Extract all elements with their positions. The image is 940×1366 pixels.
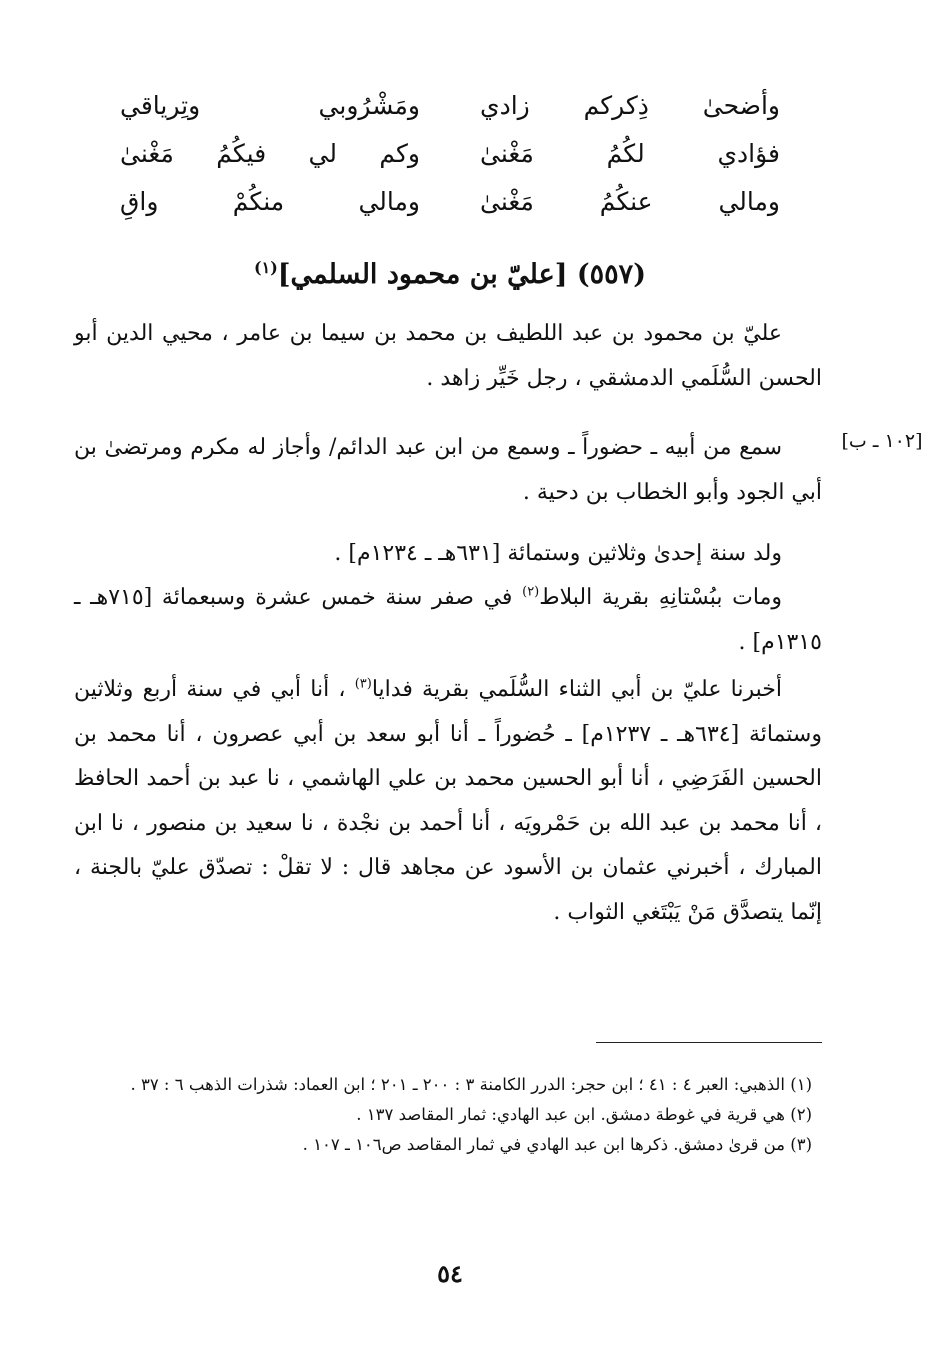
death-text-before: ومات ببُسْتانِهِ بقرية البلاط <box>539 585 783 610</box>
poem-hemistich-right: وأضحىٰ ذِكركم زادي <box>480 91 780 120</box>
isnad-text-after: ، أنا أبي في سنة أربع وثلاثين وستمائة [٦٣٤هـ ـ ١٢٣٧م] ـ حُضوراً ـ أنا أبو سعد بن أبي عصرون ، أنا محمد بن الحسين الفَرَضِي ، أنا أبو الحسين محمد بن علي الهاشمي ، نا عبد بن أحمد الحافظ ، أنا محمد بن عبد الله بن حَمْرويَه ، أنا أحمد بن نجْدة ، نا سعيد بن منصور ، نا ابن المبارك ، أخبرني عثمان بن الأسود عن مجاهد قال : لا تقلْ : تصدّق عليّ بالجنة ، إنّما يتصدَّق مَنْ يَبْتَغي الثواب . <box>74 677 822 925</box>
poem <box>120 82 780 226</box>
footnote-ref: (٢) <box>522 584 540 600</box>
manuscript-folio-ref: [١٠٢ ـ ب] <box>841 430 923 452</box>
poem-verse <box>120 178 780 226</box>
poem-hemistich-left: وكم لي فيكُمُ مَغْنىٰ <box>120 139 420 168</box>
isnad-text-before: أخبرنا عليّ بن أبي الثناء السُّلَمي بقرية فدايا <box>371 677 782 702</box>
hearing-paragraph: سمع من أبيه ـ حضوراً ـ وسمع من ابن عبد الدائم/ وأجاز له مكرم ومرتضىٰ بن أبي الجود وأبو الخطاب بن دحية . <box>74 435 822 505</box>
biography-paragraph: عليّ بن محمود بن عبد اللطيف بن محمد بن سيما بن عامر ، محيي الدين أبو الحسن السُّلَمي الدمشقي ، رجل خَيِّر زاهد . <box>74 321 822 391</box>
page-number: ٥٤ <box>437 1259 463 1288</box>
poem-verse <box>120 82 780 130</box>
footnote-ref: (٣) <box>354 676 372 692</box>
poem-hemistich-right: فؤادي لكُمُ مَغْنىٰ <box>480 139 780 168</box>
footnotes <box>66 1070 812 1160</box>
hadith-paragraph <box>74 668 822 935</box>
footnote: (١) الذهبي: العبر ٤ : ٤١ ؛ ابن حجر: الدرر الكامنة ٣ : ٢٠٠ ـ ٢٠١ ؛ ابن العماد: شذرات الذهب ٦ : ٣٧ . <box>130 1075 812 1094</box>
poem-verse <box>120 130 780 178</box>
footnote-ref: (١) <box>254 258 278 277</box>
death-text-after: في صفر سنة خمس عشرة وسبعمائة [٧١٥هـ ـ ١٣١٥م] . <box>74 585 822 655</box>
poem-hemistich-left: ومَشْرُوبي وتِرياقي <box>120 91 420 120</box>
footnote: (٢) هي قرية في غوطة دمشق. ابن عبد الهادي: ثمار المقاصد ١٣٧ . <box>356 1105 812 1124</box>
entry-heading <box>120 246 780 290</box>
poem-hemistich-left: ومالي منكُمْ واقِ <box>120 187 420 216</box>
footnote-divider <box>596 1042 822 1043</box>
death-paragraph <box>74 576 822 665</box>
entry-heading-text: (٥٥٧) [عليّ بن محمود السلمي] <box>277 259 646 290</box>
footnote: (٣) من قرىٰ دمشق. ذكرها ابن عبد الهادي في ثمار المقاصد ص١٠٦ ـ ١٠٧ . <box>302 1135 812 1154</box>
birth-paragraph: ولد سنة إحدىٰ وثلاثين وستمائة [٦٣١هـ ـ ١٢٣٤م] . <box>334 541 782 566</box>
poem-hemistich-right: ومالي عنكُمُ مَغْنىٰ <box>480 187 780 216</box>
